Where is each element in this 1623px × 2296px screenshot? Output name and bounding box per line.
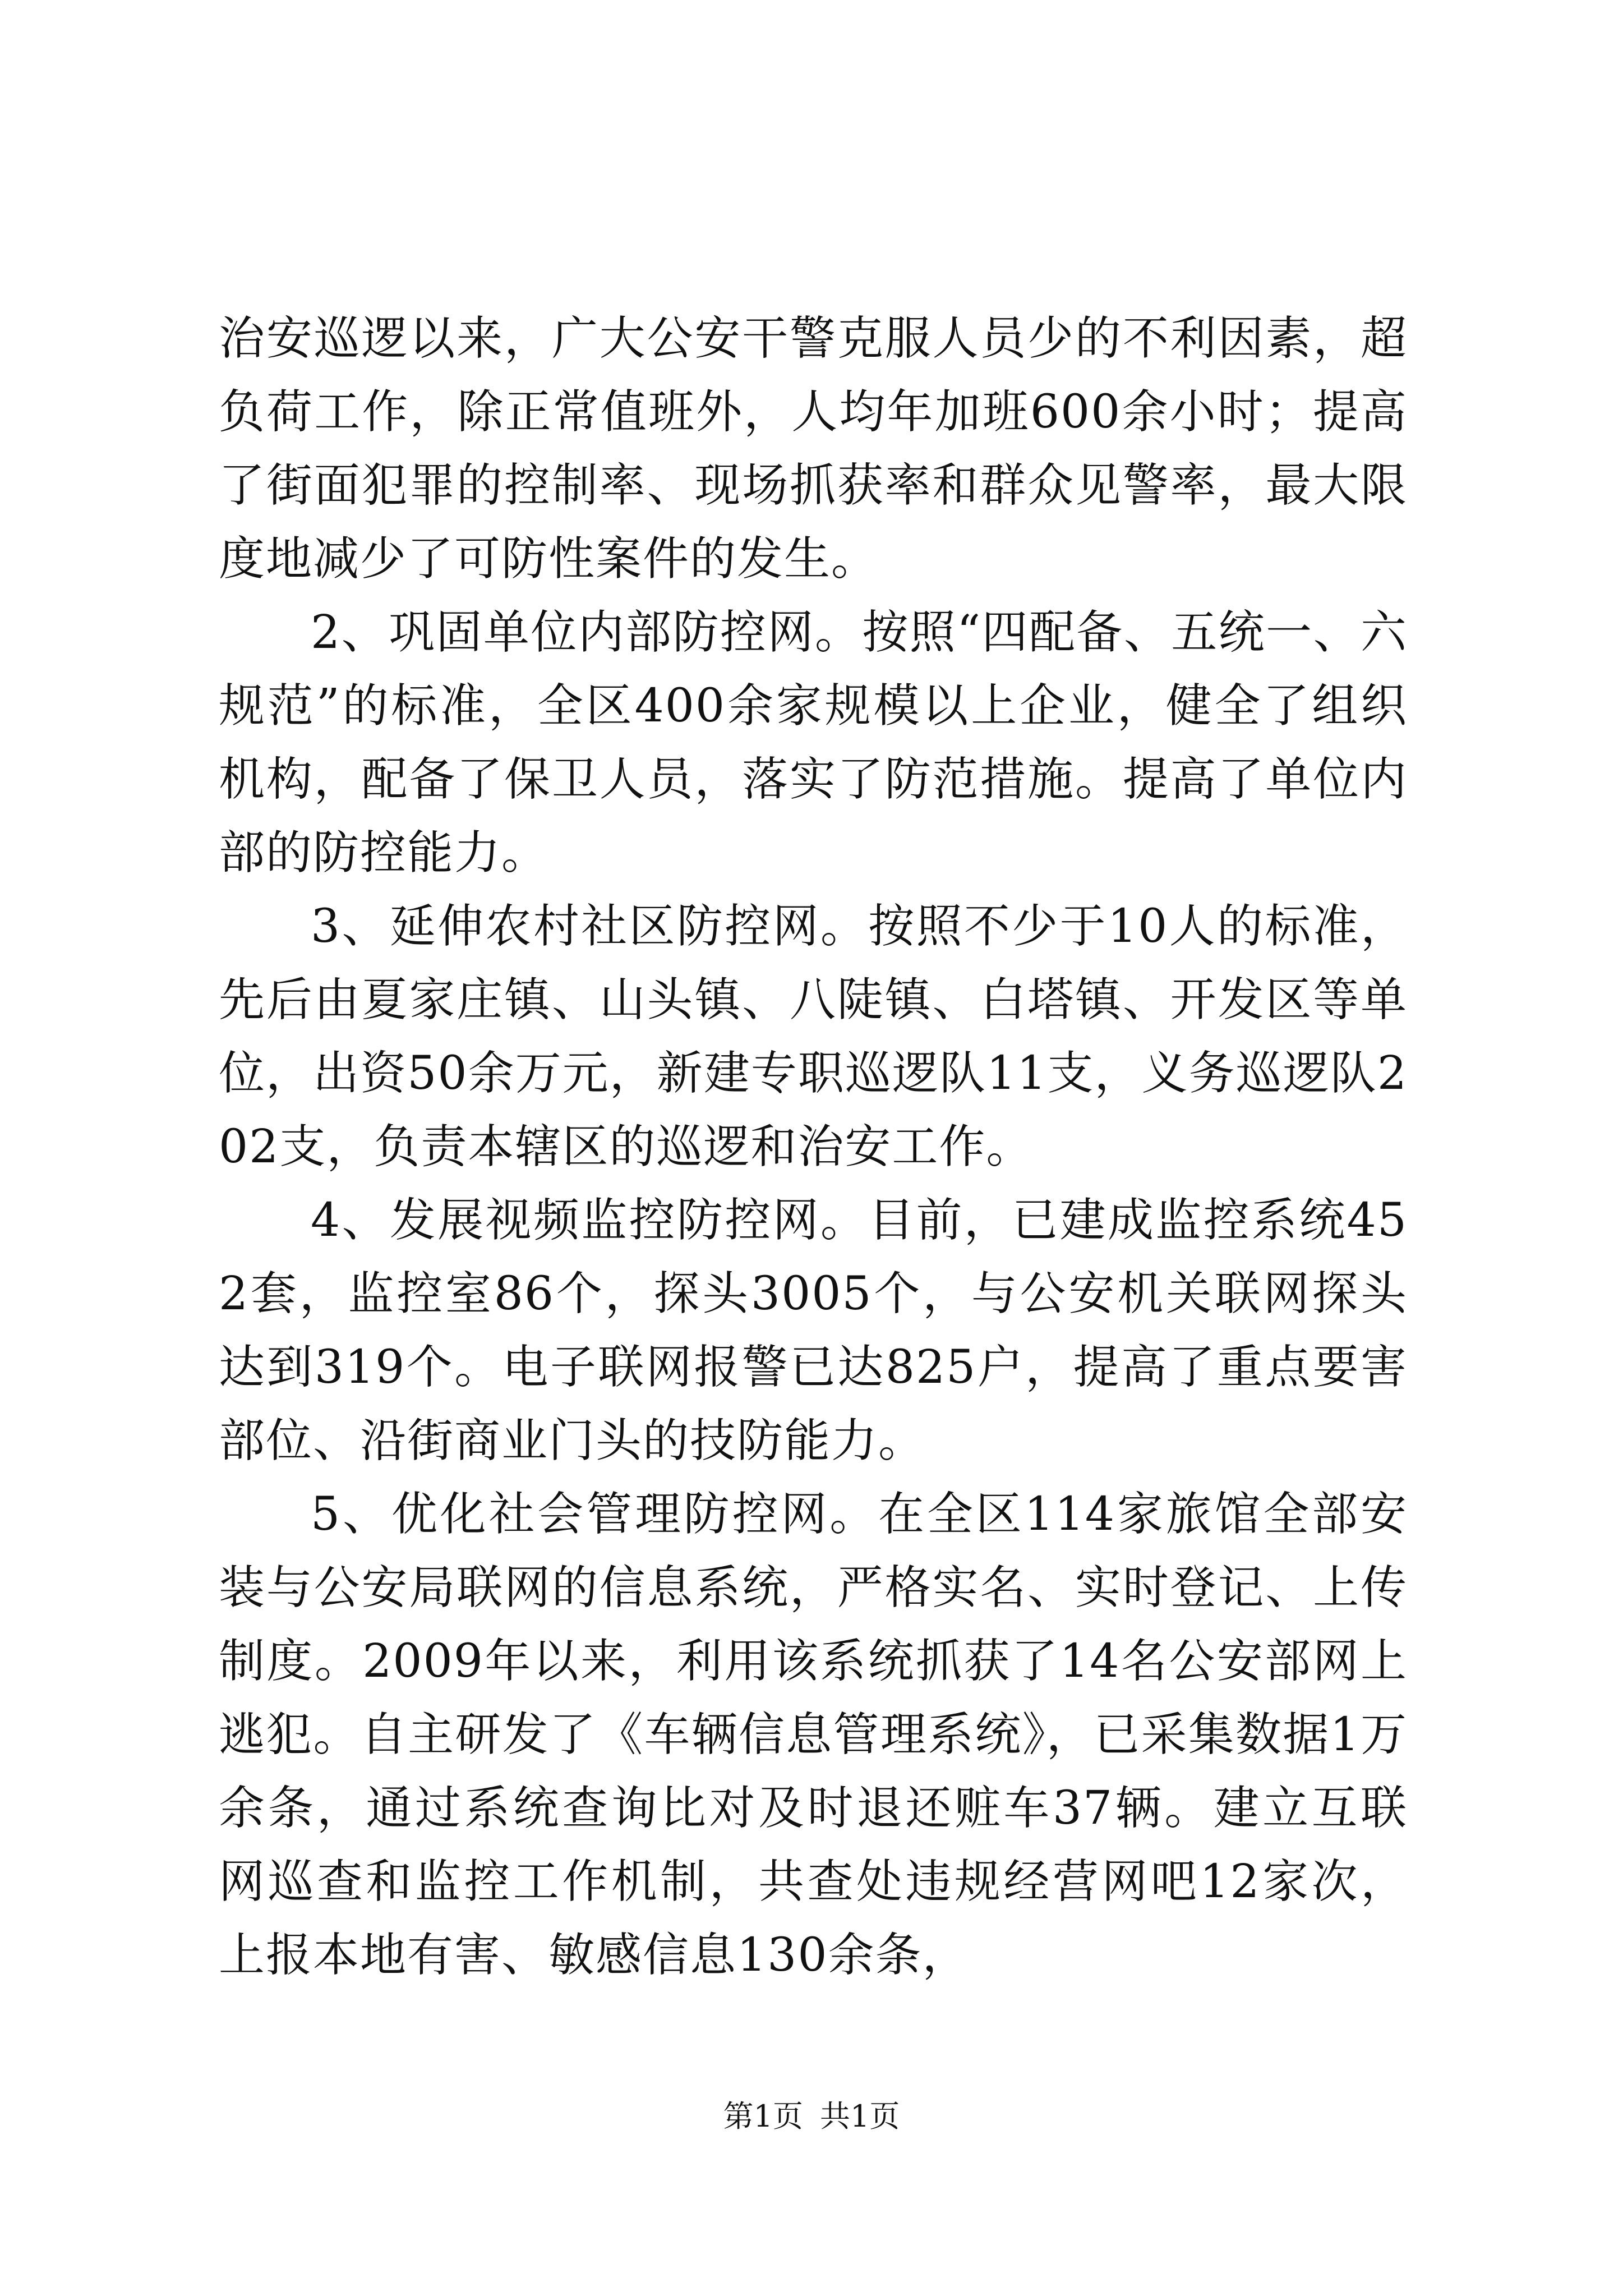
page-total: 共1页 (820, 2099, 900, 2134)
paragraph-social-management-network: 5、优化社会管理防控网。在全区114家旅馆全部安装与公安局联网的信息系统，严格实名、实时登记、上传制度。2009年以来，利用该系统抓获了14名公安部网上逃犯。自主研发了《车辆信息管理系统》，已采集数据1万余条，通过系统查询比对及时退还赃车37辆。建立互联网巡查和监控工作机制，共查处违规经营网吧12家次，上报本地有害、敏感信息130余条， (219, 1488, 1408, 1982)
page-footer (0, 2097, 1623, 2136)
document-body (219, 302, 1408, 1992)
paragraph-rural-network: 3、延伸农村社区防控网。按照不少于10人的标准，先后由夏家庄镇、山头镇、八陡镇、白塔镇、开发区等单位，出资50余万元，新建专职巡逻队11支，义务巡逻队202支，负责本辖区的巡逻和治安工作。 (219, 900, 1408, 1174)
page-number: 第1页 (723, 2099, 803, 2134)
paragraph-patrol-continuation: 治安巡逻以来，广大公安干警克服人员少的不利因素，超负荷工作，除正常值班外，人均年加班600余小时；提高了街面犯罪的控制率、现场抓获率和群众见警率，最大限度地减少了可防性案件的发生。 (219, 312, 1408, 586)
paragraph-internal-network: 2、巩固单位内部防控网。按照“四配备、五统一、六规范”的标准，全区400余家规模以上企业，健全了组织机构，配备了保卫人员，落实了防范措施。提高了单位内部的防控能力。 (219, 606, 1408, 880)
paragraph-video-network: 4、发展视频监控防控网。目前，已建成监控系统452套，监控室86个，探头3005个，与公安机关联网探头达到319个。电子联网报警已达825户，提高了重点要害部位、沿街商业门头的技防能力。 (219, 1194, 1408, 1467)
